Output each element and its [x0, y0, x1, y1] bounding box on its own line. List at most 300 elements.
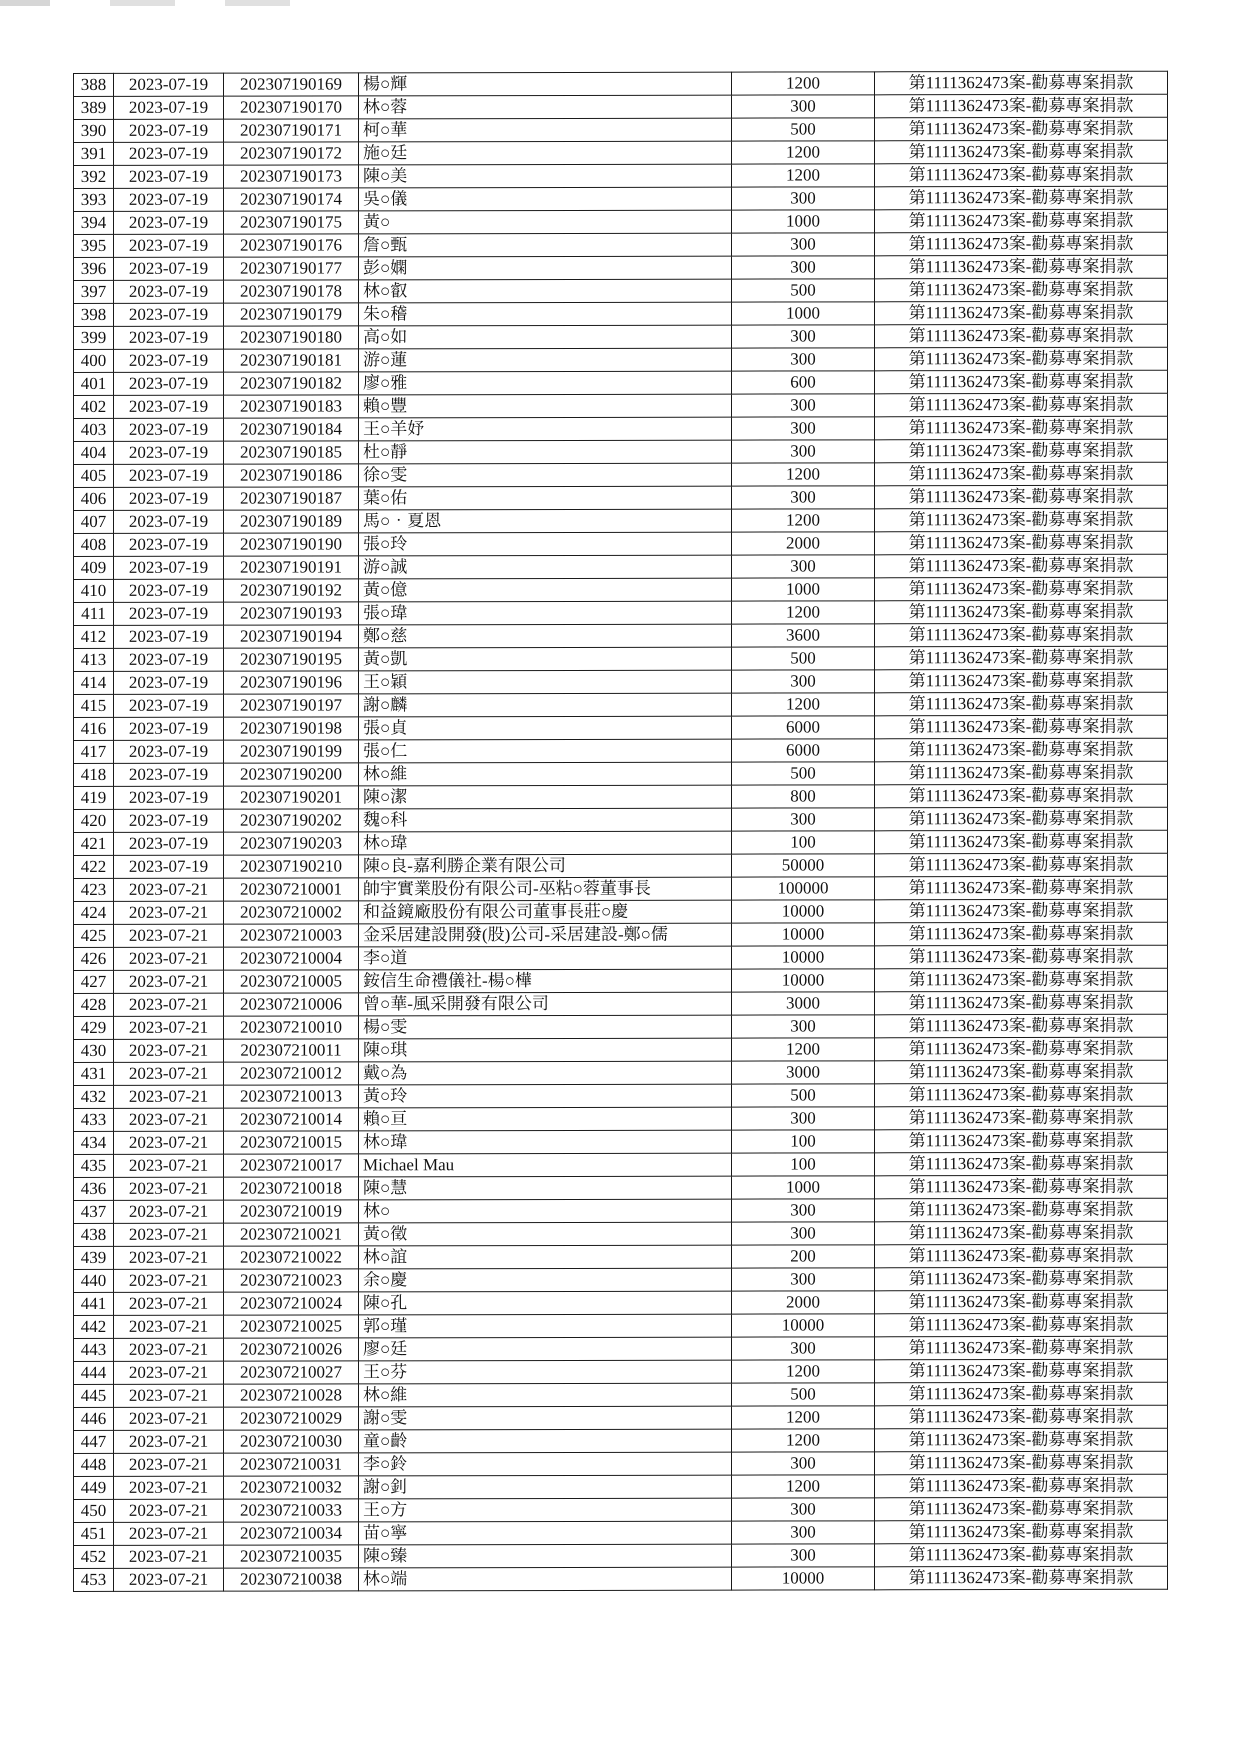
date-cell: 2023-07-21 [114, 970, 224, 993]
table-row [74, 945, 1168, 970]
amount-cell: 500 [732, 1383, 875, 1406]
amount-cell: 1200 [732, 1429, 875, 1452]
row-number-cell: 453 [74, 1568, 114, 1591]
date-cell: 2023-07-19 [114, 832, 224, 855]
table-row [74, 807, 1168, 832]
donor-name-cell: 林○瑋 [359, 831, 732, 855]
date-cell: 2023-07-21 [114, 1200, 224, 1223]
row-number-cell: 388 [74, 73, 114, 96]
receipt-number-cell: 202307190186 [224, 464, 359, 487]
description-cell: 第1111362473案-勸募專案捐款 [875, 1566, 1168, 1590]
date-cell: 2023-07-19 [114, 464, 224, 487]
receipt-number-cell: 202307190173 [224, 165, 359, 188]
date-cell: 2023-07-21 [114, 1407, 224, 1430]
donor-name-cell: 黃○凱 [359, 647, 732, 671]
row-number-cell: 426 [74, 947, 114, 970]
date-cell: 2023-07-19 [114, 625, 224, 648]
amount-cell: 500 [732, 118, 875, 141]
donor-name-cell: 郭○瑾 [359, 1314, 732, 1338]
receipt-number-cell: 202307190182 [224, 372, 359, 395]
date-cell: 2023-07-19 [114, 96, 224, 119]
donor-name-cell: 魏○科 [359, 808, 732, 832]
amount-cell: 50000 [732, 854, 875, 877]
amount-cell: 1000 [732, 302, 875, 325]
date-cell: 2023-07-19 [114, 579, 224, 602]
description-cell: 第1111362473案-勸募專案捐款 [875, 370, 1168, 394]
row-number-cell: 431 [74, 1062, 114, 1085]
donor-name-cell: 賴○豐 [359, 394, 732, 418]
table-row [74, 209, 1168, 234]
amount-cell: 1200 [732, 72, 875, 95]
amount-cell: 600 [732, 371, 875, 394]
donor-name-cell: 黃○玲 [359, 1084, 732, 1108]
date-cell: 2023-07-19 [114, 395, 224, 418]
date-cell: 2023-07-21 [114, 1246, 224, 1269]
row-number-cell: 402 [74, 395, 114, 418]
amount-cell: 3000 [732, 1061, 875, 1084]
donor-name-cell: 謝○麟 [359, 693, 732, 717]
date-cell: 2023-07-21 [114, 1430, 224, 1453]
donor-name-cell: 林○ [359, 1199, 732, 1223]
date-cell: 2023-07-21 [114, 1292, 224, 1315]
date-cell: 2023-07-19 [114, 326, 224, 349]
receipt-number-cell: 202307210033 [224, 1499, 359, 1522]
amount-cell: 10000 [732, 1314, 875, 1337]
date-cell: 2023-07-19 [114, 142, 224, 165]
table-row [74, 1520, 1168, 1545]
date-cell: 2023-07-19 [114, 786, 224, 809]
row-number-cell: 390 [74, 119, 114, 142]
table-row [74, 922, 1168, 947]
table-row [74, 1152, 1168, 1177]
row-number-cell: 400 [74, 349, 114, 372]
table-row [74, 1267, 1168, 1292]
description-cell: 第1111362473案-勸募專案捐款 [875, 830, 1168, 854]
date-cell: 2023-07-19 [114, 165, 224, 188]
date-cell: 2023-07-21 [114, 1062, 224, 1085]
donor-name-cell: 游○蓮 [359, 348, 732, 372]
table-row [74, 646, 1168, 671]
amount-cell: 1200 [732, 141, 875, 164]
donor-name-cell: 張○玲 [359, 532, 732, 556]
amount-cell: 3000 [732, 992, 875, 1015]
amount-cell: 100 [732, 831, 875, 854]
description-cell: 第1111362473案-勸募專案捐款 [875, 1152, 1168, 1176]
description-cell: 第1111362473案-勸募專案捐款 [875, 876, 1168, 900]
table-row [74, 347, 1168, 372]
description-cell: 第1111362473案-勸募專案捐款 [875, 991, 1168, 1015]
row-number-cell: 407 [74, 510, 114, 533]
receipt-number-cell: 202307190200 [224, 763, 359, 786]
date-cell: 2023-07-21 [114, 878, 224, 901]
row-number-cell: 420 [74, 809, 114, 832]
amount-cell: 300 [732, 1268, 875, 1291]
receipt-number-cell: 202307210032 [224, 1476, 359, 1499]
donor-name-cell: 帥宇實業股份有限公司-巫粘○蓉董事長 [359, 877, 732, 901]
receipt-number-cell: 202307190190 [224, 533, 359, 556]
table-row [74, 1336, 1168, 1361]
amount-cell: 500 [732, 647, 875, 670]
donor-name-cell: 林○誼 [359, 1245, 732, 1269]
date-cell: 2023-07-19 [114, 418, 224, 441]
description-cell: 第1111362473案-勸募專案捐款 [875, 324, 1168, 348]
receipt-number-cell: 202307190178 [224, 280, 359, 303]
amount-cell: 200 [732, 1245, 875, 1268]
receipt-number-cell: 202307190176 [224, 234, 359, 257]
amount-cell: 1200 [732, 1475, 875, 1498]
table-row [74, 968, 1168, 993]
description-cell: 第1111362473案-勸募專案捐款 [875, 163, 1168, 187]
date-cell: 2023-07-19 [114, 487, 224, 510]
description-cell: 第1111362473案-勸募專案捐款 [875, 1175, 1168, 1199]
row-number-cell: 449 [74, 1476, 114, 1499]
description-cell: 第1111362473案-勸募專案捐款 [875, 600, 1168, 624]
row-number-cell: 393 [74, 188, 114, 211]
date-cell: 2023-07-19 [114, 188, 224, 211]
description-cell: 第1111362473案-勸募專案捐款 [875, 1037, 1168, 1061]
row-number-cell: 425 [74, 924, 114, 947]
description-cell: 第1111362473案-勸募專案捐款 [875, 1129, 1168, 1153]
amount-cell: 300 [732, 95, 875, 118]
donor-name-cell: 陳○慧 [359, 1176, 732, 1200]
receipt-number-cell: 202307210023 [224, 1269, 359, 1292]
description-cell: 第1111362473案-勸募專案捐款 [875, 140, 1168, 164]
description-cell: 第1111362473案-勸募專案捐款 [875, 715, 1168, 739]
table-row [74, 232, 1168, 257]
donor-name-cell: 陳○琪 [359, 1038, 732, 1062]
receipt-number-cell: 202307210012 [224, 1062, 359, 1085]
amount-cell: 300 [732, 348, 875, 371]
amount-cell: 1200 [732, 164, 875, 187]
donor-name-cell: 陳○孔 [359, 1291, 732, 1315]
row-number-cell: 394 [74, 211, 114, 234]
row-number-cell: 432 [74, 1085, 114, 1108]
receipt-number-cell: 202307190191 [224, 556, 359, 579]
receipt-number-cell: 202307190177 [224, 257, 359, 280]
description-cell: 第1111362473案-勸募專案捐款 [875, 945, 1168, 969]
row-number-cell: 435 [74, 1154, 114, 1177]
receipt-number-cell: 202307210029 [224, 1407, 359, 1430]
date-cell: 2023-07-19 [114, 671, 224, 694]
row-number-cell: 413 [74, 648, 114, 671]
description-cell: 第1111362473案-勸募專案捐款 [875, 508, 1168, 532]
receipt-number-cell: 202307190199 [224, 740, 359, 763]
donor-name-cell: 施○廷 [359, 141, 732, 165]
table-row [74, 1083, 1168, 1108]
row-number-cell: 441 [74, 1292, 114, 1315]
table-row [74, 738, 1168, 763]
description-cell: 第1111362473案-勸募專案捐款 [875, 968, 1168, 992]
donor-name-cell: 李○道 [359, 946, 732, 970]
table-row [74, 991, 1168, 1016]
amount-cell: 100000 [732, 877, 875, 900]
description-cell: 第1111362473案-勸募專案捐款 [875, 232, 1168, 256]
amount-cell: 500 [732, 762, 875, 785]
row-number-cell: 443 [74, 1338, 114, 1361]
ledger-body [74, 71, 1168, 1591]
date-cell: 2023-07-19 [114, 257, 224, 280]
amount-cell: 300 [732, 187, 875, 210]
row-number-cell: 434 [74, 1131, 114, 1154]
amount-cell: 300 [732, 1015, 875, 1038]
date-cell: 2023-07-21 [114, 901, 224, 924]
donor-name-cell: 陳○美 [359, 164, 732, 188]
description-cell: 第1111362473案-勸募專案捐款 [875, 1290, 1168, 1314]
amount-cell: 1200 [732, 1360, 875, 1383]
table-row [74, 1313, 1168, 1338]
donor-name-cell: 王○穎 [359, 670, 732, 694]
date-cell: 2023-07-21 [114, 1499, 224, 1522]
receipt-number-cell: 202307210005 [224, 970, 359, 993]
description-cell: 第1111362473案-勸募專案捐款 [875, 1474, 1168, 1498]
description-cell: 第1111362473案-勸募專案捐款 [875, 1497, 1168, 1521]
donor-name-cell: 謝○雯 [359, 1406, 732, 1430]
table-row [74, 1428, 1168, 1453]
row-number-cell: 444 [74, 1361, 114, 1384]
receipt-number-cell: 202307210017 [224, 1154, 359, 1177]
amount-cell: 300 [732, 555, 875, 578]
table-row [74, 301, 1168, 326]
date-cell: 2023-07-21 [114, 1108, 224, 1131]
date-cell: 2023-07-19 [114, 280, 224, 303]
donor-name-cell: 柯○華 [359, 118, 732, 142]
amount-cell: 10000 [732, 900, 875, 923]
description-cell: 第1111362473案-勸募專案捐款 [875, 416, 1168, 440]
table-row [74, 508, 1168, 533]
table-row [74, 531, 1168, 556]
receipt-number-cell: 202307210018 [224, 1177, 359, 1200]
donor-name-cell: 陳○潔 [359, 785, 732, 809]
row-number-cell: 409 [74, 556, 114, 579]
row-number-cell: 450 [74, 1499, 114, 1522]
row-number-cell: 410 [74, 579, 114, 602]
table-row [74, 393, 1168, 418]
receipt-number-cell: 202307210011 [224, 1039, 359, 1062]
date-cell: 2023-07-21 [114, 1269, 224, 1292]
description-cell: 第1111362473案-勸募專案捐款 [875, 439, 1168, 463]
table-row [74, 1198, 1168, 1223]
row-number-cell: 403 [74, 418, 114, 441]
table-row [74, 1175, 1168, 1200]
amount-cell: 300 [732, 394, 875, 417]
receipt-number-cell: 202307190194 [224, 625, 359, 648]
amount-cell: 300 [732, 1452, 875, 1475]
receipt-number-cell: 202307190184 [224, 418, 359, 441]
row-number-cell: 397 [74, 280, 114, 303]
table-row [74, 94, 1168, 119]
amount-cell: 6000 [732, 716, 875, 739]
description-cell: 第1111362473案-勸募專案捐款 [875, 347, 1168, 371]
description-cell: 第1111362473案-勸募專案捐款 [875, 623, 1168, 647]
description-cell: 第1111362473案-勸募專案捐款 [875, 94, 1168, 118]
row-number-cell: 424 [74, 901, 114, 924]
amount-cell: 300 [732, 325, 875, 348]
row-number-cell: 396 [74, 257, 114, 280]
row-number-cell: 395 [74, 234, 114, 257]
receipt-number-cell: 202307210030 [224, 1430, 359, 1453]
receipt-number-cell: 202307190198 [224, 717, 359, 740]
table-row [74, 784, 1168, 809]
table-row [74, 830, 1168, 855]
receipt-number-cell: 202307210034 [224, 1522, 359, 1545]
table-row [74, 485, 1168, 510]
date-cell: 2023-07-19 [114, 556, 224, 579]
row-number-cell: 406 [74, 487, 114, 510]
description-cell: 第1111362473案-勸募專案捐款 [875, 393, 1168, 417]
amount-cell: 10000 [732, 969, 875, 992]
description-cell: 第1111362473案-勸募專案捐款 [875, 646, 1168, 670]
row-number-cell: 422 [74, 855, 114, 878]
description-cell: 第1111362473案-勸募專案捐款 [875, 1336, 1168, 1360]
receipt-number-cell: 202307210006 [224, 993, 359, 1016]
description-cell: 第1111362473案-勸募專案捐款 [875, 1106, 1168, 1130]
description-cell: 第1111362473案-勸募專案捐款 [875, 1198, 1168, 1222]
description-cell: 第1111362473案-勸募專案捐款 [875, 117, 1168, 141]
description-cell: 第1111362473案-勸募專案捐款 [875, 1359, 1168, 1383]
donor-name-cell: 銨信生命禮儀社-楊○樺 [359, 969, 732, 993]
receipt-number-cell: 202307190175 [224, 211, 359, 234]
amount-cell: 2000 [732, 532, 875, 555]
receipt-number-cell: 202307210003 [224, 924, 359, 947]
receipt-number-cell: 202307190197 [224, 694, 359, 717]
amount-cell: 3600 [732, 624, 875, 647]
table-row [74, 163, 1168, 188]
date-cell: 2023-07-21 [114, 1016, 224, 1039]
donor-name-cell: 杜○靜 [359, 440, 732, 464]
row-number-cell: 418 [74, 763, 114, 786]
description-cell: 第1111362473案-勸募專案捐款 [875, 485, 1168, 509]
description-cell: 第1111362473案-勸募專案捐款 [875, 853, 1168, 877]
description-cell: 第1111362473案-勸募專案捐款 [875, 784, 1168, 808]
receipt-number-cell: 202307190170 [224, 96, 359, 119]
date-cell: 2023-07-21 [114, 993, 224, 1016]
donor-name-cell: 楊○輝 [359, 72, 732, 96]
receipt-number-cell: 202307210019 [224, 1200, 359, 1223]
amount-cell: 800 [732, 785, 875, 808]
receipt-number-cell: 202307190203 [224, 832, 359, 855]
table-row [74, 1244, 1168, 1269]
table-row [74, 1497, 1168, 1522]
row-number-cell: 416 [74, 717, 114, 740]
receipt-number-cell: 202307210004 [224, 947, 359, 970]
amount-cell: 300 [732, 1199, 875, 1222]
donor-name-cell: 葉○佑 [359, 486, 732, 510]
amount-cell: 500 [732, 1084, 875, 1107]
row-number-cell: 430 [74, 1039, 114, 1062]
description-cell: 第1111362473案-勸募專案捐款 [875, 1405, 1168, 1429]
date-cell: 2023-07-21 [114, 1568, 224, 1591]
description-cell: 第1111362473案-勸募專案捐款 [875, 899, 1168, 923]
donor-name-cell: 林○維 [359, 1383, 732, 1407]
receipt-number-cell: 202307210013 [224, 1085, 359, 1108]
receipt-number-cell: 202307190195 [224, 648, 359, 671]
donor-name-cell: 謝○釗 [359, 1475, 732, 1499]
donor-name-cell: 曾○華-風采開發有限公司 [359, 992, 732, 1016]
amount-cell: 300 [732, 256, 875, 279]
donor-name-cell: 吳○儀 [359, 187, 732, 211]
table-row [74, 1106, 1168, 1131]
description-cell: 第1111362473案-勸募專案捐款 [875, 1543, 1168, 1567]
description-cell: 第1111362473案-勸募專案捐款 [875, 761, 1168, 785]
table-row [74, 278, 1168, 303]
amount-cell: 10000 [732, 923, 875, 946]
amount-cell: 300 [732, 417, 875, 440]
date-cell: 2023-07-19 [114, 648, 224, 671]
donor-name-cell: 林○維 [359, 762, 732, 786]
amount-cell: 1200 [732, 693, 875, 716]
receipt-number-cell: 202307210027 [224, 1361, 359, 1384]
row-number-cell: 439 [74, 1246, 114, 1269]
row-number-cell: 451 [74, 1522, 114, 1545]
description-cell: 第1111362473案-勸募專案捐款 [875, 209, 1168, 233]
row-number-cell: 389 [74, 96, 114, 119]
description-cell: 第1111362473案-勸募專案捐款 [875, 1520, 1168, 1544]
table-row [74, 1129, 1168, 1154]
receipt-number-cell: 202307190171 [224, 119, 359, 142]
amount-cell: 1200 [732, 1406, 875, 1429]
table-row [74, 1382, 1168, 1407]
date-cell: 2023-07-19 [114, 602, 224, 625]
row-number-cell: 417 [74, 740, 114, 763]
donor-name-cell: 張○瑋 [359, 601, 732, 625]
amount-cell: 1000 [732, 1176, 875, 1199]
date-cell: 2023-07-21 [114, 1131, 224, 1154]
donor-name-cell: 陳○臻 [359, 1544, 732, 1568]
donor-name-cell: 鄭○慈 [359, 624, 732, 648]
donor-name-cell: 林○蓉 [359, 95, 732, 119]
table-row [74, 1290, 1168, 1315]
row-number-cell: 405 [74, 464, 114, 487]
amount-cell: 6000 [732, 739, 875, 762]
donor-name-cell: 金采居建設開發(股)公司-采居建設-鄭○儒 [359, 923, 732, 947]
receipt-number-cell: 202307190187 [224, 487, 359, 510]
donor-name-cell: 廖○廷 [359, 1337, 732, 1361]
table-row [74, 1451, 1168, 1476]
row-number-cell: 391 [74, 142, 114, 165]
row-number-cell: 438 [74, 1223, 114, 1246]
date-cell: 2023-07-21 [114, 1522, 224, 1545]
date-cell: 2023-07-19 [114, 234, 224, 257]
receipt-number-cell: 202307210025 [224, 1315, 359, 1338]
donor-name-cell: 戴○為 [359, 1061, 732, 1085]
scan-edge-marks [0, 0, 1240, 6]
row-number-cell: 421 [74, 832, 114, 855]
row-number-cell: 447 [74, 1430, 114, 1453]
amount-cell: 300 [732, 670, 875, 693]
row-number-cell: 445 [74, 1384, 114, 1407]
amount-cell: 10000 [732, 946, 875, 969]
receipt-number-cell: 202307210022 [224, 1246, 359, 1269]
receipt-number-cell: 202307190169 [224, 73, 359, 96]
description-cell: 第1111362473案-勸募專案捐款 [875, 922, 1168, 946]
row-number-cell: 399 [74, 326, 114, 349]
donor-name-cell: 林○端 [359, 1567, 732, 1591]
description-cell: 第1111362473案-勸募專案捐款 [875, 71, 1168, 95]
receipt-number-cell: 202307190201 [224, 786, 359, 809]
donor-name-cell: 朱○稽 [359, 302, 732, 326]
donor-name-cell: 彭○嫻 [359, 256, 732, 280]
table-row [74, 439, 1168, 464]
row-number-cell: 401 [74, 372, 114, 395]
date-cell: 2023-07-19 [114, 855, 224, 878]
date-cell: 2023-07-21 [114, 1154, 224, 1177]
donor-name-cell: 童○齡 [359, 1429, 732, 1453]
date-cell: 2023-07-21 [114, 1223, 224, 1246]
receipt-number-cell: 202307210001 [224, 878, 359, 901]
date-cell: 2023-07-21 [114, 1338, 224, 1361]
date-cell: 2023-07-19 [114, 119, 224, 142]
row-number-cell: 408 [74, 533, 114, 556]
